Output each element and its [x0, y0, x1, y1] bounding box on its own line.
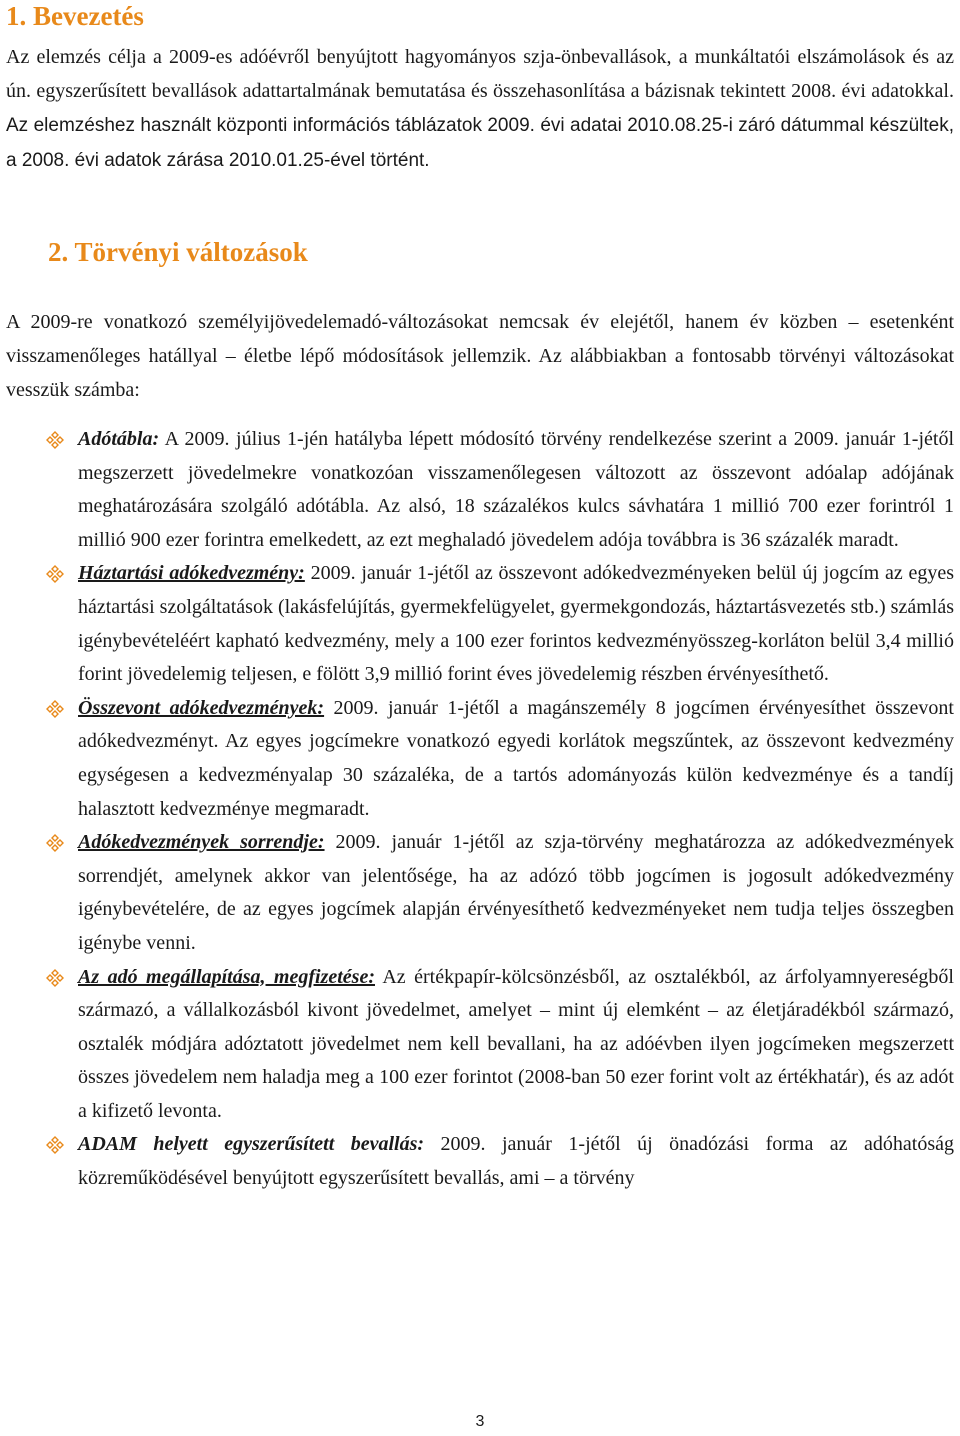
diamond-cluster-bullet-icon [46, 834, 64, 852]
list-item-text: A 2009. július 1-jén hatályba lépett módosító törvény rendelkezése szerint a 2009. január 1-jétől megszerzett jövedelmekre vonatkozóan visszamenőlegesen változott az összevont adóalap adójának meghatározására szolgáló adótábla. Az alsó, 18 százalékos kulcs sávhatára 1 millió 700 ezer forintról 1 millió 900 ezer forintra emelkedett, az ezt meghaladó jövedelem adója továbbra is 36 százalék maradt. [78, 428, 954, 551]
changes-list [48, 423, 954, 1196]
list-item [48, 692, 954, 826]
list-item-text: 2009. január 1-jétől új önadózási forma az adóhatóság közreműködésével benyújtott egyszerűsített bevallás, ami – a törvény [78, 1133, 954, 1190]
intro-paragraph [6, 40, 954, 178]
list-item [48, 961, 954, 1129]
diamond-cluster-bullet-icon [46, 969, 64, 987]
list-item-term: Adókedvezmények sorrendje: [78, 831, 325, 854]
list-item-term: Háztartási adókedvezmény: [78, 562, 305, 585]
list-item-term: Adótábla: [78, 428, 160, 450]
page-number: 3 [475, 1413, 485, 1430]
list-item [48, 557, 954, 691]
list-item [48, 826, 954, 960]
list-item-text: 2009. január 1-jétől az szja-törvény meghatározza az adókedvezmények sorrendjét, amelynek akkor van jelentősége, ha az adózó több jogcímen is jogosult adókedvezmény igénybevételére, de az egyes jogcímek alapján érvényesíthető kedvezményeket nem tudja teljes összegben igénybe venni. [78, 831, 955, 954]
diamond-cluster-bullet-icon [46, 431, 64, 449]
section-2-intro: A 2009-re vonatkozó személyijövedelemadó-változásokat nemcsak év elejétől, hanem év közben – esetenként visszamenőleges hatállyal – életbe lépő módosítások jellemzik. Az alábbiakban a fontosabb törvényi változásokat vesszük számba: [6, 311, 954, 401]
list-item-text: 2009. január 1-jétől az összevont adókedvezményeken belül új jogcím az egyes háztartási szolgáltatások (lakásfelújítás, gyermekfelügyelet, gyermekgondozás, háztartásvezetés stb.) számlás igénybevételéért kapható kedvezmény, mely a 100 ezer forintos kedvezményösszeg-korláton belül 3,4 millió forint jövedelemig teljesen, e fölött 3,9 millió forint éves jövedelemig részben érvényesíthető. [78, 562, 954, 686]
diamond-cluster-bullet-icon [46, 700, 64, 718]
list-item-text: Az értékpapír-kölcsönzésből, az osztalékból, az árfolyamnyereségből származó, a vállalkozásból kivont jövedelmet, amelyet – mint új elemként – az életjáradékból származó, osztalék módjára adóztatott jövedelmet nem kell bevallani, ha az adóévben ilyen jogcímeken megszerzett összes jövedelem nem haladja meg a 100 ezer forintot (2008-ban 50 ezer forint volt az értékhatár), és az adót a kifizető levonta. [78, 965, 954, 1122]
list-item [48, 423, 954, 557]
list-item-term: Összevont adókedvezmények: [78, 696, 325, 719]
intro-text-part2: Az elemzéshez használt központi információs táblázatok 2009. évi adatai 2010.08.25-i záró dátummal készültek, a 2008. évi adatok zárása 2010.01.25-ével történt. [6, 115, 954, 171]
list-item-term: ADAM helyett egyszerűsített bevallás: [78, 1133, 425, 1156]
section-1-heading: 1. Bevezetés [6, 1, 144, 31]
diamond-cluster-bullet-icon [46, 1136, 64, 1154]
list-item-text: 2009. január 1-jétől a magánszemély 8 jogcímen érvényesíthet összevont adókedvezményt. Az egyes jogcímekre vonatkozó egyedi korlátok megszűntek, az összevont kedvezmény egységesen a kedvezményalap 30 százaléka, de a tartós adományozás külön kedvezménye és a tandíj halasztott kedvezménye megmaradt. [78, 696, 954, 820]
section-2-heading: 2. Törvényi változások [48, 237, 308, 267]
list-item [48, 1128, 954, 1195]
intro-text-part1: Az elemzés célja a 2009-es adóévről benyújtott hagyományos szja-önbevallások, a munkáltatói elszámolások és az ún. egyszerűsített bevallások adattartalmának bemutatása és összehasonlítása a bázisnak tekintett 2008. évi adatokkal. [6, 46, 954, 102]
list-item-term: Az adó megállapítása, megfizetése: [78, 965, 375, 988]
diamond-cluster-bullet-icon [46, 565, 64, 583]
